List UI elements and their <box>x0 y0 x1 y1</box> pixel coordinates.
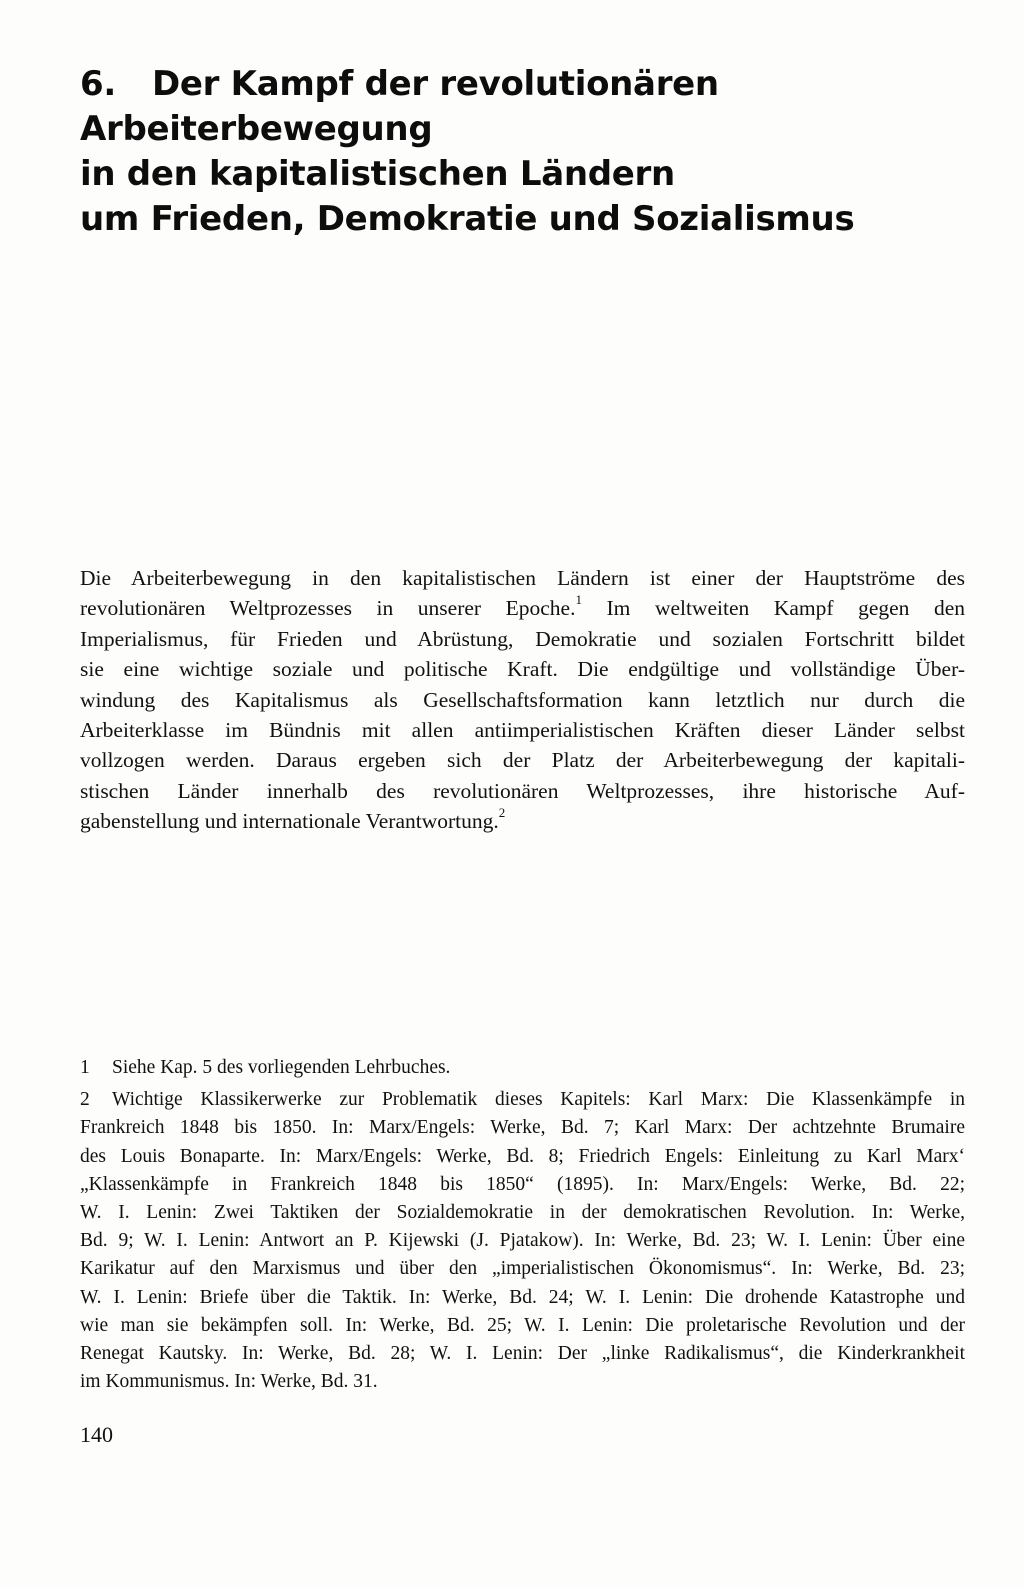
body-line-2-rest: Im weltweiten Kampf gegen den <box>581 596 965 621</box>
footnote-text: Siehe Kap. 5 des vorliegenden Lehrbuches. <box>112 1057 451 1078</box>
footnote-line: Bd. 9; W. I. Lenin: Antwort an P. Kijewski (J. Pjatakow). In: Werke, Bd. 23; W. I. Lenin: Über eine <box>80 1230 965 1252</box>
footnote-line: W. I. Lenin: Zwei Taktiken der Sozialdemokratie in der demokratischen Revolution. In: Werke, <box>80 1202 965 1224</box>
footnote-line: Karikatur auf den Marxismus und über den „imperialistischen Ökonomismus“. In: Werke, Bd. 23; <box>80 1258 965 1280</box>
footnote-line: des Louis Bonaparte. In: Marx/Engels: Werke, Bd. 8; Friedrich Engels: Einleitung zu Karl Marx‘ <box>80 1145 965 1167</box>
body-line: sie eine wichtige soziale und politische Kraft. Die endgültige und vollständige Über- <box>80 657 965 682</box>
footnote-text: Wichtige Klassikerwerke zur Problematik dieses Kapitels: Karl Marx: Die Klassenkämpfe in <box>112 1089 965 1111</box>
chapter-title-line-2: Arbeiterbewegung <box>80 109 433 149</box>
body-line-9: gabenstellung und internationale Verantwortung. <box>80 809 499 834</box>
footnote-2 <box>80 1086 965 1396</box>
footnote-line: Renegat Kautsky. In: Werke, Bd. 28; W. I. Lenin: Der „linke Radikalismus“, die Kinderkrankheit <box>80 1343 965 1365</box>
chapter-heading-line <box>80 152 960 197</box>
footnote-line <box>80 1054 965 1082</box>
body-line: stischen Länder innerhalb des revolutionären Weltprozesses, ihre historische Auf- <box>80 778 965 803</box>
chapter-heading <box>80 62 960 242</box>
chapter-title-line-3: in den kapitalistischen Ländern <box>80 154 675 194</box>
footnote-number: 2 <box>80 1089 90 1111</box>
chapter-title-line-4: um Frieden, Demokratie und Sozialismus <box>80 199 855 239</box>
chapter-title-line-1: Der Kampf der revolutionären <box>152 64 719 104</box>
footnote-reference-2[interactable]: 2 <box>498 805 506 821</box>
chapter-heading-line <box>80 107 960 152</box>
chapter-heading-line <box>80 197 960 242</box>
footnote-1 <box>80 1054 965 1082</box>
body-line: vollzogen werden. Daraus ergeben sich der Platz der Arbeiterbewegung der kapitali- <box>80 748 965 773</box>
footnote-line: im Kommunismus. In: Werke, Bd. 31. <box>80 1371 378 1393</box>
footnotes <box>80 1054 965 1400</box>
chapter-heading-line <box>80 62 960 107</box>
body-line: windung des Kapitalismus als Gesellschaftsformation kann letztlich nur durch die <box>80 687 965 712</box>
footnote-reference-1[interactable]: 1 <box>575 592 582 608</box>
body-line <box>80 806 965 836</box>
body-line-2-start: revolutionären Weltprozesses in unserer Epoche. <box>80 596 576 621</box>
footnote-line: Frankreich 1848 bis 1850. In: Marx/Engels: Werke, Bd. 7; Karl Marx: Der achtzehnte Brumaire <box>80 1117 965 1139</box>
body-line: Die Arbeiterbewegung in den kapitalistischen Ländern ist einer der Hauptströme des <box>80 566 965 590</box>
footnote-line <box>80 1086 965 1114</box>
body-line <box>80 593 965 623</box>
footnote-line: W. I. Lenin: Briefe über die Taktik. In: Werke, Bd. 24; W. I. Lenin: Die drohende Katastrophe und <box>80 1286 965 1308</box>
chapter-number: 6. <box>80 64 116 104</box>
footnote-line: wie man sie bekämpfen soll. In: Werke, Bd. 25; W. I. Lenin: Die proletarische Revolution und der <box>80 1314 965 1336</box>
footnote-number: 1 <box>80 1057 90 1078</box>
body-line: Arbeiterklasse im Bündnis mit allen antiimperialistischen Kräften dieser Länder selbst <box>80 718 965 743</box>
footnote-line: „Klassenkämpfe in Frankreich 1848 bis 1850“ (1895). In: Marx/Engels: Werke, Bd. 22; <box>80 1173 965 1195</box>
body-line: Imperialismus, für Frieden und Abrüstung, Demokratie und sozialen Fortschritt bildet <box>80 626 965 651</box>
body-paragraph <box>80 563 965 837</box>
page-number: 140 <box>80 1422 113 1447</box>
